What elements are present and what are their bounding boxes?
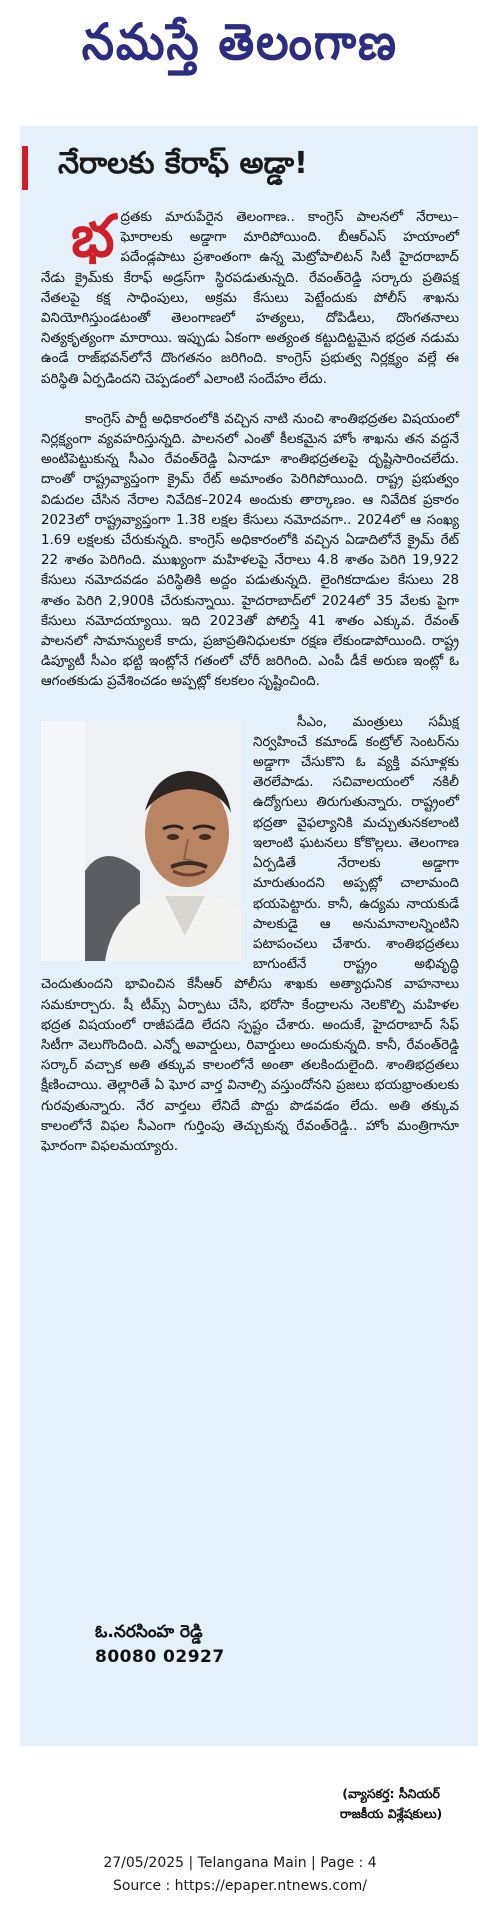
paragraph-3-text: సీఎం, మంత్రులు సమీక్ష నిర్వహించే కమాండ్ కంట్రోల్ సెంటర్‌ను అడ్డాగా చేసుకొని ఓ వ్యక్తి వసూళ్లకు తెరలేపాడు. సచివాలయంలో నకిలీ ఉద్యోగులు తిరుగుతున్నారు. రాష్ట్రంలో భద్రతా వైఫల్యానికి మచ్చుతునకలాంటి ఇలాంటి ఘటనలు కోకొల్లలు. తెలంగాణ ఏర్పడితే నేరాలకు అడ్డాగా మారుతుందని అప్పట్లో చాలామంది భయపెట్టారు. కానీ, ఉద్యమ నాయకుడే పాలకుడై ఆ అనుమానాలన్నింటిని పటాపంచలు చేశారు. శాంతిభద్రతలు బాగుంటేనే రాష్ట్రం అభివృద్ధి చెందుతుందని భావించిన కేసీఆర్ పోలీసు శాఖకు అత్యాధునిక వాహనాలు సమకూర్చారు. షీ టీమ్స్ ఏర్పాటు చేసి, భరోసా కేంద్రాలను నెలకొల్పి మహిళల భద్రత విషయంలో రాజీపడేది లేదని స్పష్టం చేశారు. అందుకే, హైదరాబాద్ సేఫ్ సిటీగా వెలుగొందింది. ఎన్నో అవార్డులు, రివార్డులు అందుకున్నది. కానీ, రేవంత్‌రెడ్డి సర్కార్ వచ్చాక అతి తక్కువ కాలంలోనే అంతా తలకిందులైంది. శాంతిభద్రతలు క్షీణించాయి. తెల్లారితే ఏ ఘోర వార్త వినాల్సి వస్తుందోనని ప్రజలు భయభ్రాంతులకు గురవుతున్నారు. నేర వార్తలు లేనిదే పొద్దు పొడవడం లేదు. అతి తక్కువ కాలంలోనే విఫల సీఎంగా గుర్తింపు తెచ్చుకున్న రేవంత్‌రెడ్డి.. హోం మంత్రిగానూ ఘోరంగా విఫలమయ్యారు. [41,714,459,1154]
newspaper-masthead [0,0,480,96]
writer-note [340,1784,442,1824]
article-paragraph-3 [41,713,459,1157]
drop-cap: భ [71,202,115,270]
article-body [41,202,459,1177]
footer-date-edition: 27/05/2025 | Telangana Main | Page : 4 [103,1855,377,1871]
paragraph-1-text: ద్రతకు మారుపేరైన తెలంగాణ.. కాంగ్రెస్ పాలనలో నేరాలు–ఘోరాలకు అడ్డాగా మారిపోయింది. బీఆర్ఎస్ హయాంలో పదేండ్లపాటు ప్రశాంతంగా ఉన్న మెట్రోపాలిటన్ సిటీ హైదరాబాద్ నేడు క్రైమ్‌కు కేరాఫ్ అడ్రస్‌గా స్థిరపడుతున్నది. రేవంత్‌రెడ్డి సర్కారు ప్రతిపక్ష నేతలపై కక్ష సాధింపులు, అక్రమ కేసులు పెట్టేందుకు పోలీస్ శాఖను వినియోగిస్తుండటంతో తెలంగాణలో హత్యలు, దోపిడీలు, దొంగతనాలు నిత్యకృత్యంగా మారాయి. ఇప్పుడు ఏకంగా అత్యంత కట్టుదిట్టమైన భద్రత నడుమ ఉండే రాజ్‌భవన్‌లోనే దొంగతనం జరిగింది. కాంగ్రెస్ ప్రభుత్వ నిర్లక్ష్యం వల్లే ఈ పరిస్థితి ఏర్పడిందని చెప్పడంలో ఎలాంటి సందేహం లేదు. [41,210,459,387]
newspaper-title: నమస్తే తెలంగాణ [81,12,399,71]
article-headline: నేరాలకు కేరాఫ్ అడ్డా! [58,146,308,181]
article-paragraph-1 [41,202,459,390]
author-photo [41,721,241,961]
article-panel [20,126,478,1821]
author-name: ఓ.నరసింహ రెడ్డి [95,1622,203,1642]
author-phone: 80080 02927 [95,1647,225,1667]
article-paragraph-2: కాంగ్రెస్ పార్టీ అధికారంలోకి వచ్చిన నాటి నుంచి శాంతిభద్రతల విషయంలో నిర్లక్ష్యంగా వ్యవహరిస్తున్నది. పాలనలో ఎంతో కీలకమైన హోం శాఖను తన వద్దనే అంటిపెట్టుకున్న సీఎం రేవంత్‌రెడ్డి ఏనాడూ శాంతిభద్రతలపై దృష్టిసారించలేదు. దాంతో రాష్ట్రవ్యాప్తంగా క్రైమ్ రేట్ అమాంతం పెరిగిపోయింది. రాష్ట్ర ప్రభుత్వం విడుదల చేసిన నేరాల నివేదిక–2024 అందుకు తార్కాణం. ఆ నివేదిక ప్రకారం 2023లో రాష్ట్రవ్యాప్తంగా 1.38 లక్షల కేసులు నమోదవగా.. 2024లో ఆ సంఖ్య 1.69 లక్షలకు చేరుకున్నది. కాంగ్రెస్ అధికారంలోకి వచ్చిన ఏడాదిలోనే క్రైమ్ రేట్ 22 శాతం పెరిగింది. ముఖ్యంగా మహిళలపై నేరాలు 4.8 శాతం పెరిగి 19,922 కేసులు నమోదవడం పరిస్థితికి అద్దం పడుతున్నది. లైంగికదాడుల కేసులు 28 శాతం పెరిగి 2,900కి చేరుకున్నాయి. హైదరాబాద్‌లో 2024లో 35 వేలకు పైగా కేసులు నమోదయ్యాయి. ఇది 2023తో పోలిస్తే 41 శాతం ఎక్కువ. రేవంత్ పాలనలో సామాన్యులకే కాదు, ప్రజాప్రతినిధులకూ రక్షణ లేకుండాపోయింది. రాష్ట్ర డిప్యూటీ సీఎం భట్టి ఇంట్లోనే గతంలో చోరీ జరిగింది. ఎంపీ డీకే అరుణ ఇంట్లో ఓ ఆగంతకుడు ప్రవేశించడం అప్పట్లో కలకలం సృష్టించింది. [41,411,459,690]
writer-note-line-2: రాజకీయ విశ్లేషకులు) [340,1806,443,1821]
headline-accent-bar [22,146,28,190]
footer-source: Source : https://epaper.ntnews.com/ [112,1878,368,1894]
writer-note-line-1: (వ్యాసకర్త: సీనియర్ [342,1786,440,1801]
